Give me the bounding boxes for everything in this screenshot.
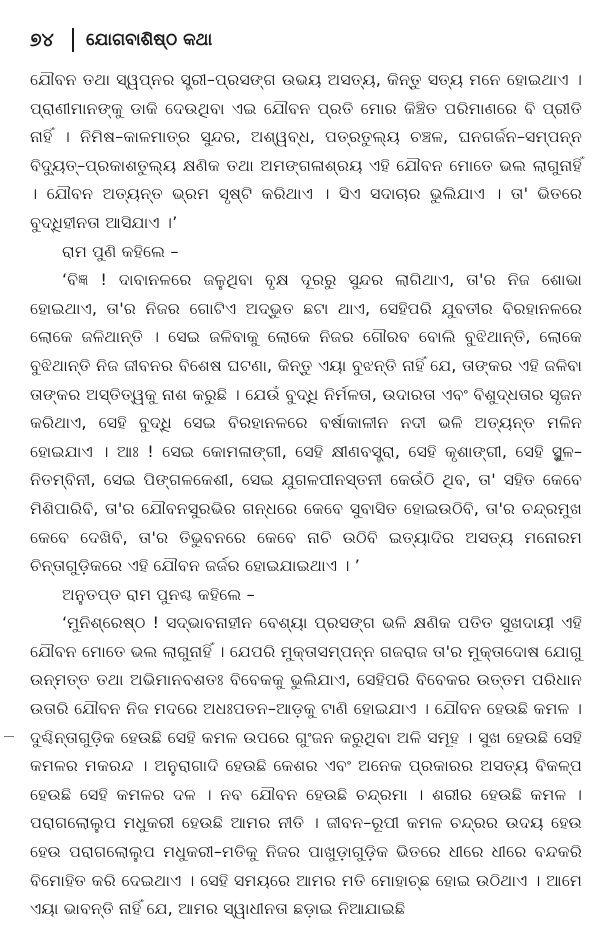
running-title: ଯୋଗବାଶିଷ୍ଠ କଥା: [86, 30, 213, 50]
page-header: [30, 28, 582, 52]
paragraph-5: ‘ମୁନିଶ୍ରେଷ୍ଠ ! ସଦ୍ଭାବନାହୀନ ବେଶ୍ୟା ପ୍ରସଙ୍ଗ ଭଳି କ୍ଷଣିକ ପତିତ ସୁଖଦାୟୀ ଏହି ଯୌବନ ମୋତେ ଭଲ ଲାଗୁନାହିଁ । ଯେପରି ମୁକ୍ତାସମ୍ପନ୍ନ ଗଜରାଜ ତା'ର ମୁକ୍ତାଦୋଷ ଯୋଗୁ ଉନ୍ମତ୍ତ ତଥା ଅଭିମାନବଶତଃ ବିବେକକୁ ଭୁଲିଯାଏ, ସେହିପରି ବିବେକର ଉତ୍ତମ ପରିଧାନ ଉତାରି ଯୌବନ ନିଜ ମଦରେ ଅଧଃପତନ–ଆଡ଼କୁ ଟାଣି ହୋଇଯାଏ । ଯୌବନ ହେଉଛି କମଳ । ଦୁଶ୍ଚିନ୍ତାଗୁଡ଼ିକ ହେଉଛି ସେହି କମଳ ଉପରେ ଗୁଂଜନ କରୁଥିବା ଅଳି ସମୂହ । ସୁଖ ହେଉଛି ସେହି କମଳର ମକରନ୍ଦ । ଅନୁରାଗାଦି ହେଉଛି କେଶର ଏବଂ ଅନେକ ପ୍ରକାରର ଅସତ୍ୟ ବିକଳ୍ପ ହେଉଛି ସେହି କମଳର ଦଳ । ନବ ଯୌବନ ହେଉଛି ଚନ୍ଦ୍ରମା । ଶରୀର ହେଉଛି କମଳ । ପରାଗଲୋଲୁପ ମଧୁକରୀ ହେଉଛି ଆମର ନୀତି । ଜୀବନ–ରୂପୀ କମଳ ଚନ୍ଦ୍ରର ଉଦୟ ହେଉ ହେଉ ପରାଗଲୋଲୁପ ମଧୁକରୀ–ମତିକୁ ନିଜର ପାଖୁଡ଼ାଗୁଡ଼ିକ ଭିତରେ ଧୀରେ ଧୀରେ ବନ୍ଦକରି ବିମୋହିତ କରି ଦେଇଥାଏ । ସେହି ସମୟରେ ଆମର ମତି ମୋହାଚ୍ଛ ହୋଇ ଉଠିଥାଏ । ଆମେ ଏୟା ଭାବନ୍ତି ନାହିଁ ଯେ, ଆମର ସ୍ୱାଧୀନତା ଛଡ଼ାଇ ନିଆଯାଇଛି: [30, 613, 582, 919]
page-number: ୭୪: [30, 29, 54, 51]
paragraph-4: ଅନୁତପ୍ତ ରାମ ପୁନଶ୍ଚ କହିଲେ –: [62, 584, 255, 604]
paragraph-2: ରାମ ପୁଣି କହିଲେ –: [62, 241, 179, 261]
header-divider: [72, 28, 74, 52]
paragraph-1: ଯୌବନ ତଥା ସ୍ୱପ୍ନର ସ୍ତ୍ରୀ–ପ୍ରସଙ୍ଗ ଉଭୟ ଅସତ୍ୟ, କିନ୍ତୁ ସତ୍ୟ ମନେ ହୋଇଥାଏ । ପ୍ରାଣୀମାନଙ୍କୁ ଡାକି ଦେଉଥିବା ଏଇ ଯୌବନ ପ୍ରତି ମୋର କିଞ୍ଚିତ ପରିମାଣରେ ବି ପ୍ରୀତି ନାହିଁ । ନିମିଷ–କାଳମାତ୍ର ସୁନ୍ଦର, ଅଶ୍ୱବ୍ଧ, ପତ୍ରତୁଲ୍ୟ ଚଞ୍ଚଳ, ଘନଗର୍ଜନ–ସମ୍ପନ୍ନ ବିଦ୍ୟୁତ୍–ପ୍ରକାଶତୁଲ୍ୟ କ୍ଷଣିକ ତଥା ଅମଙ୍ଗଳାଶ୍ରୟ ଏହି ଯୌବନ ମୋତେ ଭଲ ଲାଗୁନାହିଁ । ଯୌବନ ଅତ୍ୟନ୍ତ ଭ୍ରମ ସୃଷ୍ଟି କରିଥାଏ । ସିଏ ସଦାଚାର ଭୁଲିଯାଏ । ତା' ଭିତରେ ବୁଦ୍ଧିହୀନତା ଆସିଯାଏ ।’: [30, 70, 582, 232]
margin-mark: [4, 736, 14, 737]
page-body: [30, 66, 582, 924]
paragraph-3: ‘ବିଜ୍ଞ ! ଦାବାନଳରେ ଜଳୁଥିବା ବୃକ୍ଷ ଦୂରରୁ ସୁନ୍ଦର ଲାଗିଥାଏ, ତା'ର ନିଜ ଶୋଭା ହୋଇଥାଏ, ତା'ର ନିଜର ଗୋଟିଏ ଅଦ୍ଭୁତ ଛଟା ଥାଏ, ସେହିପରି ଯୁବତୀର ବିରହାନଳରେ ଲୋକେ ଜଳିଥାନ୍ତି । ସେଇ ଜଳିବାକୁ ଲୋକେ ନିଜର ଗୌରବ ବୋଲି ବୁଝିଥାନ୍ତି, ଲୋକେ ବୁଝିଥାନ୍ତି ନିଜ ଜୀବନର ବିଶେଷ ଘଟଣା, କିନ୍ତୁ ଏୟା ବୁଝନ୍ତି ନାହିଁ ଯେ, ତାଙ୍କର ଏହି ଜଳିବା ତାଙ୍କର ଅସ୍ତିତ୍ୱକୁ ନାଶ କରୁଛି । ଯେଉଁ ବୁଦ୍ଧି ନିର୍ମଳତା, ଉଦାରତା ଏବଂ ବିଶୁଦ୍ଧତାର ସୃଜନ କରିଥାଏ, ସେହି ବୁଦ୍ଧି ସେଇ ବିରହାନଳରେ ବର୍ଷାକାଳୀନ ନଦୀ ଭଳି ଅତ୍ୟନ୍ତ ମଳିନ ହୋଇଯାଏ । ଆଃ ! ସେଇ କୋମଳାଙ୍ଗୀ, ସେହି କ୍ଷୀଣବସ୍ତ୍ରା, ସେହି କୃଶାଙ୍ଗୀ, ସେହି ସ୍ଥୁଳ–ନିତମ୍ବିନୀ, ସେଇ ପିଙ୍ଗଳକେଶୀ, ସେଇ ଯୁଗଳପୀନସ୍ତନୀ କେଉଁଠି ଥିବ, ତା' ସହିତ କେବେ ମିଶିପାରିବି, ତା'ର ଯୌବନସୁରଭିର ଗନ୍ଧରେ କେବେ ସୁବାସିତ ହୋଇଉଠିବି, ତା'ର ଚନ୍ଦ୍ରମୁଖ କେବେ ଦେଖିବି, ତା'ର ତିଭୁବନରେ କେବେ ନାଚି ଉଠିବି ଇତ୍ୟାଦିର ଅସତ୍ୟ ମନୋରମ ଚିନ୍ତାଗୁଡ଼ିକରେ ଏହି ଯୌବନ ଜର୍ଜର ହୋଇଯାଇଥାଏ । ’: [30, 270, 582, 576]
